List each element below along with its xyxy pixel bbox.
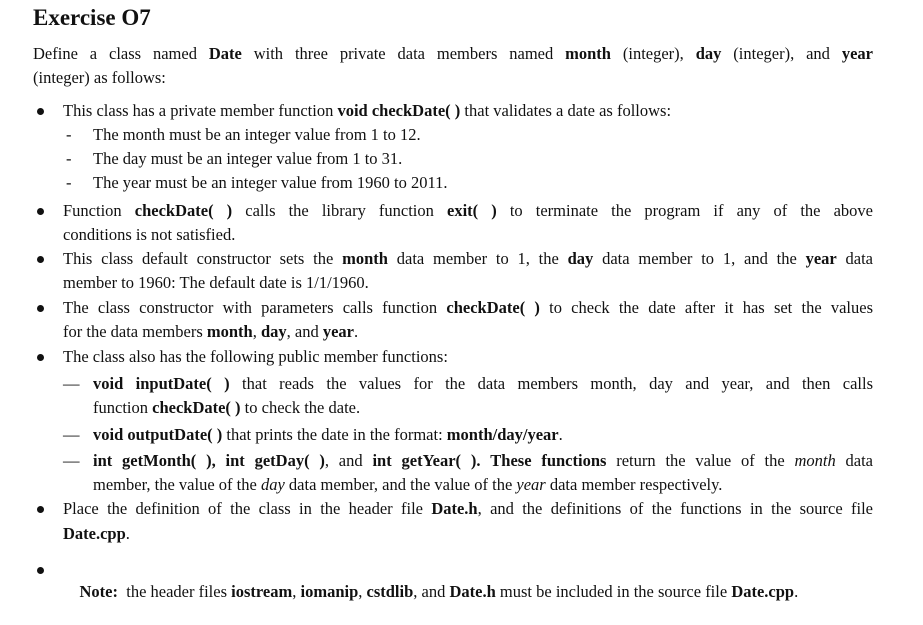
- sub-dash-1: -: [66, 125, 72, 144]
- bullet-3-line-2: member to 1960: The default date is 1/1/1960.: [63, 273, 369, 292]
- output-date-line: void outputDate( ) that prints the date in the format: month/day/year.: [93, 425, 563, 444]
- bullet-6-line-1: Place the definition of the class in the header file Date.h, and the definitions of the functions in the source file: [63, 499, 873, 518]
- sub-dash-3: -: [66, 173, 72, 192]
- bullet-6-line-2: Date.cpp.: [63, 524, 130, 543]
- em-dash-2: —: [63, 425, 80, 444]
- em-dash-3: —: [63, 451, 80, 470]
- intro-line-1: Define a class named Date with three private data members named month (integer), day (integer), and year: [33, 44, 873, 63]
- sub-item-day: The day must be an integer value from 1 to 31.: [93, 149, 403, 168]
- bullet-1-marker: [37, 108, 44, 115]
- bullet-7-marker: [37, 567, 44, 574]
- bullet-6-marker: [37, 506, 44, 513]
- input-date-line-2: function checkDate( ) to check the date.: [93, 398, 361, 417]
- bullet-5-text: The class also has the following public member functions:: [63, 347, 448, 366]
- bullet-2-line-2: conditions is not satisfied.: [63, 225, 236, 244]
- note-line: Note: the header files iostream, iomanip, cstdlib, and Date.h must be included in the source file Date.cpp.: [79, 582, 799, 601]
- bullet-5-marker: [37, 354, 44, 361]
- input-date-line-1: void inputDate( ) that reads the values for the data members month, day and year, and then calls: [93, 374, 874, 393]
- sub-dash-2: -: [66, 149, 72, 168]
- bullet-4-line-1: The class constructor with parameters calls function checkDate( ) to check the date after it has set the values: [63, 298, 874, 317]
- bullet-3-marker: [37, 256, 44, 263]
- bullet-2-marker: [37, 208, 44, 215]
- sub-item-year: The year must be an integer value from 1960 to 2011.: [93, 173, 448, 192]
- page-title: Exercise O7: [33, 5, 151, 30]
- bullet-2-line-1: Function checkDate( ) calls the library function exit( ) to terminate the program if any of the above: [63, 201, 873, 220]
- em-dash-1: —: [63, 374, 80, 393]
- bullet-4-marker: [37, 305, 44, 312]
- intro-line-2: (integer) as follows:: [33, 68, 166, 87]
- getters-line-2: member, the value of the day data member, and the value of the year data member respectively.: [93, 475, 723, 494]
- bullet-1-text: This class has a private member function void checkDate( ) that validates a date as follows:: [63, 101, 672, 120]
- getters-line-1: int getMonth( ), int getDay( ), and int getYear( ). These functions return the value of the month data: [93, 451, 874, 470]
- bullet-3-line-1: This class default constructor sets the month data member to 1, the day data member to 1, and the year data: [63, 249, 874, 268]
- bullet-4-line-2: for the data members month, day, and year.: [63, 322, 359, 341]
- sub-item-month: The month must be an integer value from 1 to 12.: [93, 125, 421, 144]
